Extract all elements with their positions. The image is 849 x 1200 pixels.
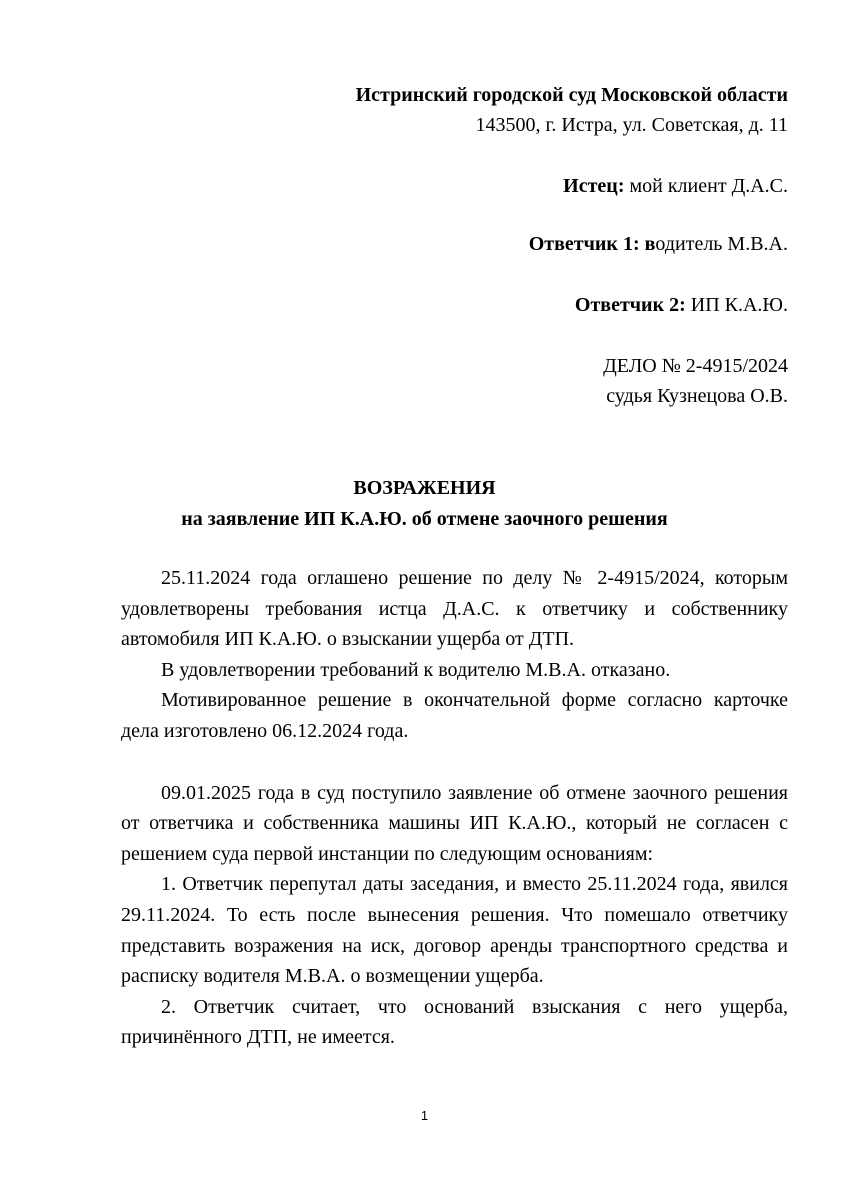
title-main: ВОЗРАЖЕНИЯ [353, 477, 496, 499]
defendant1-label: Ответчик 1: в [528, 233, 656, 255]
court-name: Истринский городской суд Московской области [355, 84, 788, 106]
document-body [121, 563, 788, 1053]
judge-name: судья Кузнецова О.В. [606, 385, 788, 407]
defendant2-label: Ответчик 2: [574, 294, 686, 316]
court-block [356, 80, 788, 140]
plaintiff-label: Истец: [563, 175, 625, 197]
document-title [0, 473, 849, 535]
paragraph-gap [121, 747, 788, 778]
paragraph-2: В удовлетворении требований к водителю М.В.А. отказано. [161, 658, 671, 681]
defendant1-line [529, 229, 788, 259]
page-number: 1 [420, 1108, 429, 1123]
paragraph-6: 2. Ответчик считает, что оснований взыскания с него ущерба, причинённого ДТП, не имеется. [121, 995, 788, 1049]
defendant1-value: одитель М.В.А. [655, 233, 788, 255]
paragraph-3: Мотивированное решение в окончательной форме согласно карточке дела изготовлено 06.12.2024 года. [121, 689, 788, 742]
plaintiff-value: мой клиент Д.А.С. [629, 175, 788, 197]
paragraph-1: 25.11.2024 года оглашено решение по делу № 2-4915/2024, которым удовлетворены требования истца Д.А.С. к ответчику и собственнику автомобиля ИП К.А.Ю. о взыскании ущерба от ДТП. [121, 567, 788, 651]
defendant2-line [575, 290, 788, 320]
case-number: ДЕЛО № 2-4915/2024 [603, 355, 788, 377]
paragraph-5: 1. Ответчик перепутал даты заседания, и вместо 25.11.2024 года, явился 29.11.2024. То есть после вынесения решения. Что помешало ответчику представить возражения на иск, договор аренды транспортного средства и расписку водителя М.В.А. о возмещении ущерба. [121, 873, 788, 988]
title-subtitle: на заявление ИП К.А.Ю. об отмене заочного решения [181, 508, 668, 530]
case-block [603, 351, 788, 411]
plaintiff-line [563, 171, 788, 201]
court-address: 143500, г. Истра, ул. Советская, д. 11 [475, 114, 788, 136]
defendant2-value: ИП К.А.Ю. [690, 294, 788, 316]
paragraph-4: 09.01.2025 года в суд поступило заявление об отмене заочного решения от ответчика и собственника машины ИП К.А.Ю., который не согласен с решением суда первой инстанции по следующим основаниям: [121, 781, 788, 865]
